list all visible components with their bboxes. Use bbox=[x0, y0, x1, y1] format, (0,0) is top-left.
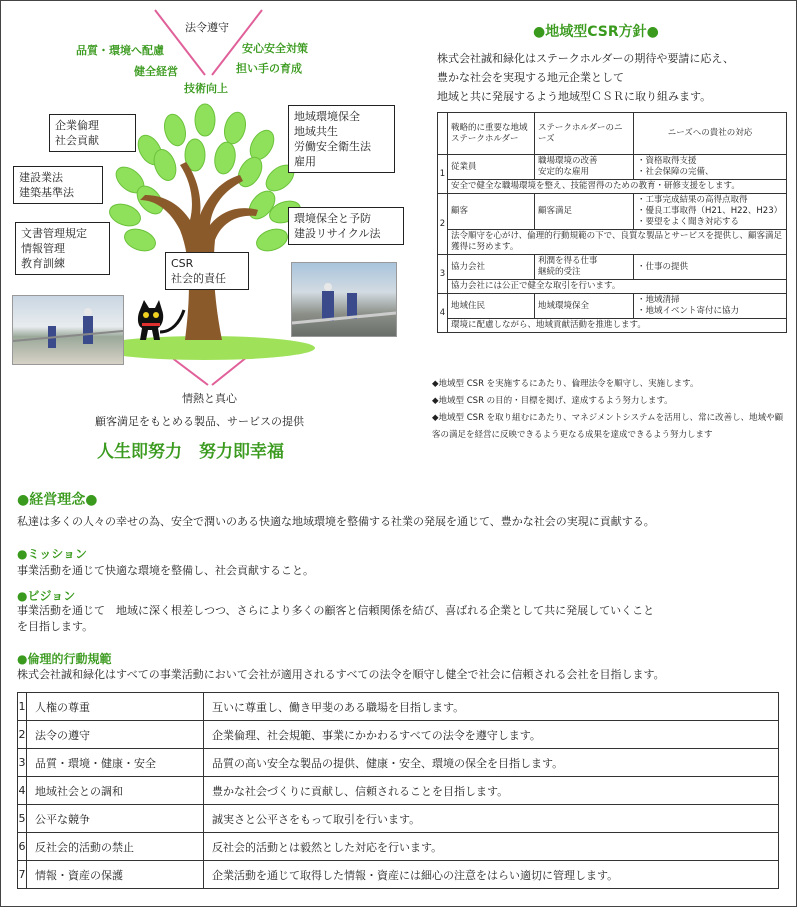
csr-header-response: ニーズへの貴社の対応 bbox=[634, 113, 787, 155]
tag-management: 健全経営 bbox=[134, 65, 178, 78]
photo-workers-right bbox=[291, 262, 397, 337]
table-row: 6 反社会的活動の禁止 反社会的活動とは毅然とした対応を行います。 bbox=[18, 833, 779, 861]
box-csr: CSR 社会的責任 bbox=[165, 252, 249, 290]
vision-title: ●ビジョン bbox=[17, 589, 76, 603]
csr-title: ●地域型CSR方針● bbox=[533, 24, 659, 40]
csr-header-holder: 戦略的に重要な地域ステークホルダー bbox=[448, 113, 535, 155]
box-env-recycle: 環境保全と予防 建設リサイクル法 bbox=[288, 207, 404, 245]
table-row: 5 公平な競争 誠実さと公平さをもって取引を行います。 bbox=[18, 805, 779, 833]
vision-text: 事業活動を通じて 地域に深く根差しつつ、さらにより多くの顧客と信頼関係を結び、喜ばれる企業として共に発展していくこと を目指します。 bbox=[17, 604, 655, 633]
box-ethics: 企業倫理 社会貢献 bbox=[49, 114, 136, 152]
tag-quality: 品質・環境へ配慮 bbox=[76, 44, 164, 57]
csr-bullets: ◆地域型 CSR を実施するにあたり、倫理法令を順守し、実施します。 ◆地域型 CSR の目的・目標を掲げ、達成するよう努力します。 ◆地域型 CSR を取り組むにあたり、マネジメントシステムを活用し、常に改善し、地域や顧客の満足を経営に反映できるよう更なる成果を達成できるよう努力します bbox=[432, 379, 784, 440]
box-document-mgmt: 文書管理規定 情報管理 教育訓練 bbox=[15, 222, 110, 275]
bottom-label: 情熱と真心 bbox=[182, 392, 237, 405]
mission-title: ●ミッション bbox=[17, 547, 87, 561]
table-row: 7 情報・資産の保護 企業活動を通じて取得した情報・資産には細心の注意をはらい適切に管理します。 bbox=[18, 861, 779, 889]
tag-technology: 技術向上 bbox=[184, 82, 228, 95]
philosophy-title: ●経営理念● bbox=[17, 492, 98, 508]
tag-successors: 担い手の育成 bbox=[236, 62, 302, 75]
box-regional-env: 地域環境保全 地域共生 労働安全衛生法 雇用 bbox=[288, 105, 395, 173]
table-row: 2 法令の遵守 企業倫理、社会規範、事業にかかわるすべての法令を遵守します。 bbox=[18, 721, 779, 749]
box-construction-law: 建設業法 建築基準法 bbox=[13, 166, 103, 204]
table-row: 3 品質・環境・健康・安全 品質の高い安全な製品の提供、健康・安全、環境の保全を目指します。 bbox=[18, 749, 779, 777]
csr-intro: 株式会社誠和緑化はステークホルダーの期待や要請に応え、 豊かな社会を実現する地元企業として 地域と共に発展するよう地域型ＣＳＲに取り組みます。 bbox=[437, 52, 734, 103]
code-text: 株式会社誠和緑化はすべての事業活動において会社が適用されるすべての法令を順守し健全で社会に信頼される会社を目指します。 bbox=[17, 668, 665, 681]
csr-table: 戦略的に重要な地域ステークホルダー ステークホルダーのニーズ ニーズへの貴社の対応 1 従業員 職場環境の改善 安定的な雇用 ・資格取得支援 ・社会保障の完備、 安全で健全な職場環境を整え、技能習得のための教育・研修支援をします。 2 顧客 顧客満足 ・工事完成結果の高得点取得 ・優良工事取得（H21、H22、H23） ・要望をよく聞き対応する 法令順守を心がけ、倫理的行動規範の下で、良質な製品とサービスを提供し、顧客満足獲得に努めます。 3 協力会社 利潤を得る仕事 継続的受注 ・仕事の提供 協力会社には公正で健全な取引を行います。 4 地域住民 地域環境保全 ・地域清掃 ・地域イベント寄付に協力 環境に配慮しながら、地域貢献活動を推進します。 bbox=[437, 112, 787, 333]
slogan: 人生即努力 努力即幸福 bbox=[97, 442, 284, 462]
rules-table bbox=[17, 692, 779, 889]
code-title: ●倫理的行動規範 bbox=[17, 652, 112, 666]
black-cat-icon bbox=[132, 296, 192, 346]
mission-text: 事業活動を通じて快適な環境を整備し、社会貢献すること。 bbox=[17, 564, 314, 577]
philosophy-text: 私達は多くの人々の幸せの為、安全で潤いのある快適な地域環境を整備する社業の発展を通じて、豊かな社会の実現に貢献する。 bbox=[17, 515, 655, 528]
table-row: 1 人権の尊重 互いに尊重し、働き甲斐のある職場を目指します。 bbox=[18, 693, 779, 721]
top-label: 法令遵守 bbox=[185, 21, 229, 34]
csr-header-needs: ステークホルダーのニーズ bbox=[535, 113, 634, 155]
table-row: 4 地域社会との調和 豊かな社会づくりに貢献し、信頼されることを目指します。 bbox=[18, 777, 779, 805]
bottom-text: 顧客満足をもとめる製品、サービスの提供 bbox=[95, 415, 304, 428]
tag-safety: 安心安全対策 bbox=[242, 42, 308, 55]
photo-workers-left bbox=[12, 295, 124, 365]
